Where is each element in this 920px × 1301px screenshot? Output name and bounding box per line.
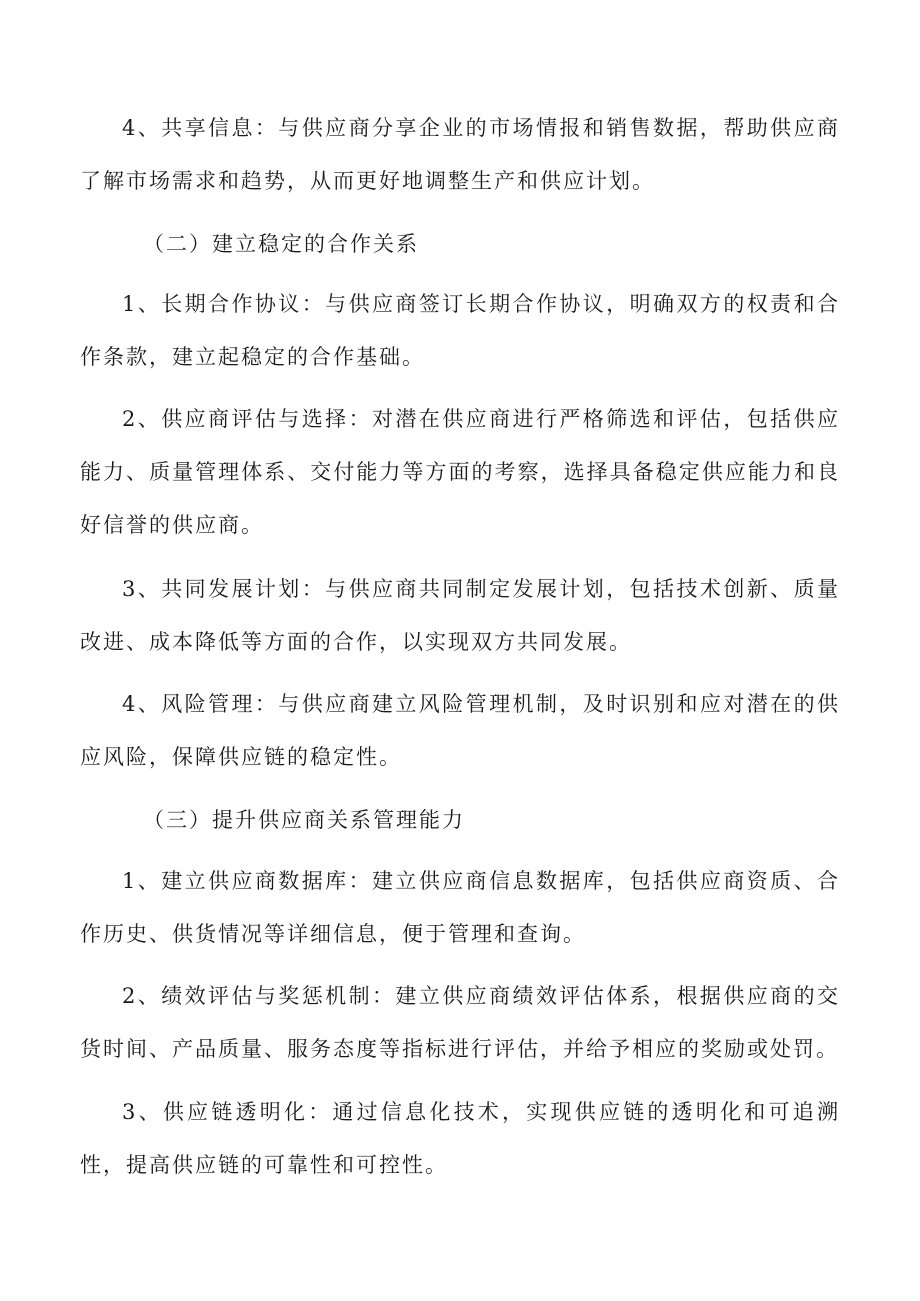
paragraph-supplier-evaluation: 2、供应商评估与选择：对潜在供应商进行严格筛选和评估，包括供应能力、质量管理体系、交付能力等方面的考察，选择具备稳定供应能力和良好信誉的供应商。 bbox=[80, 407, 840, 537]
paragraph-performance-evaluation: 2、绩效评估与奖惩机制：建立供应商绩效评估体系，根据供应商的交货时间、产品质量、服务态度等指标进行评估，并给予相应的奖励或处罚。 bbox=[80, 984, 840, 1061]
paragraph-supply-chain-transparency: 3、供应链透明化：通过信息化技术，实现供应链的透明化和可追溯性，提高供应链的可靠性和可控性。 bbox=[80, 1100, 840, 1177]
section-heading-stable-cooperation: （二）建立稳定的合作关系 bbox=[143, 232, 419, 256]
paragraph-risk-management: 4、风险管理：与供应商建立风险管理机制，及时识别和应对潜在的供应风险，保障供应链的稳定性。 bbox=[80, 692, 840, 769]
paragraph-share-info: 4、共享信息：与供应商分享企业的市场情报和销售数据，帮助供应商了解市场需求和趋势，从而更好地调整生产和供应计划。 bbox=[80, 116, 840, 193]
paragraph-joint-development: 3、共同发展计划：与供应商共同制定发展计划，包括技术创新、质量改进、成本降低等方面的合作，以实现双方共同发展。 bbox=[80, 577, 840, 654]
section-heading-relationship-capability: （三）提升供应商关系管理能力 bbox=[143, 808, 465, 832]
paragraph-long-term-agreement: 1、长期合作协议：与供应商签订长期合作协议，明确双方的权责和合作条款，建立起稳定的合作基础。 bbox=[80, 292, 840, 369]
paragraph-supplier-database: 1、建立供应商数据库：建立供应商信息数据库，包括供应商资质、合作历史、供货情况等详细信息，便于管理和查询。 bbox=[80, 869, 840, 946]
